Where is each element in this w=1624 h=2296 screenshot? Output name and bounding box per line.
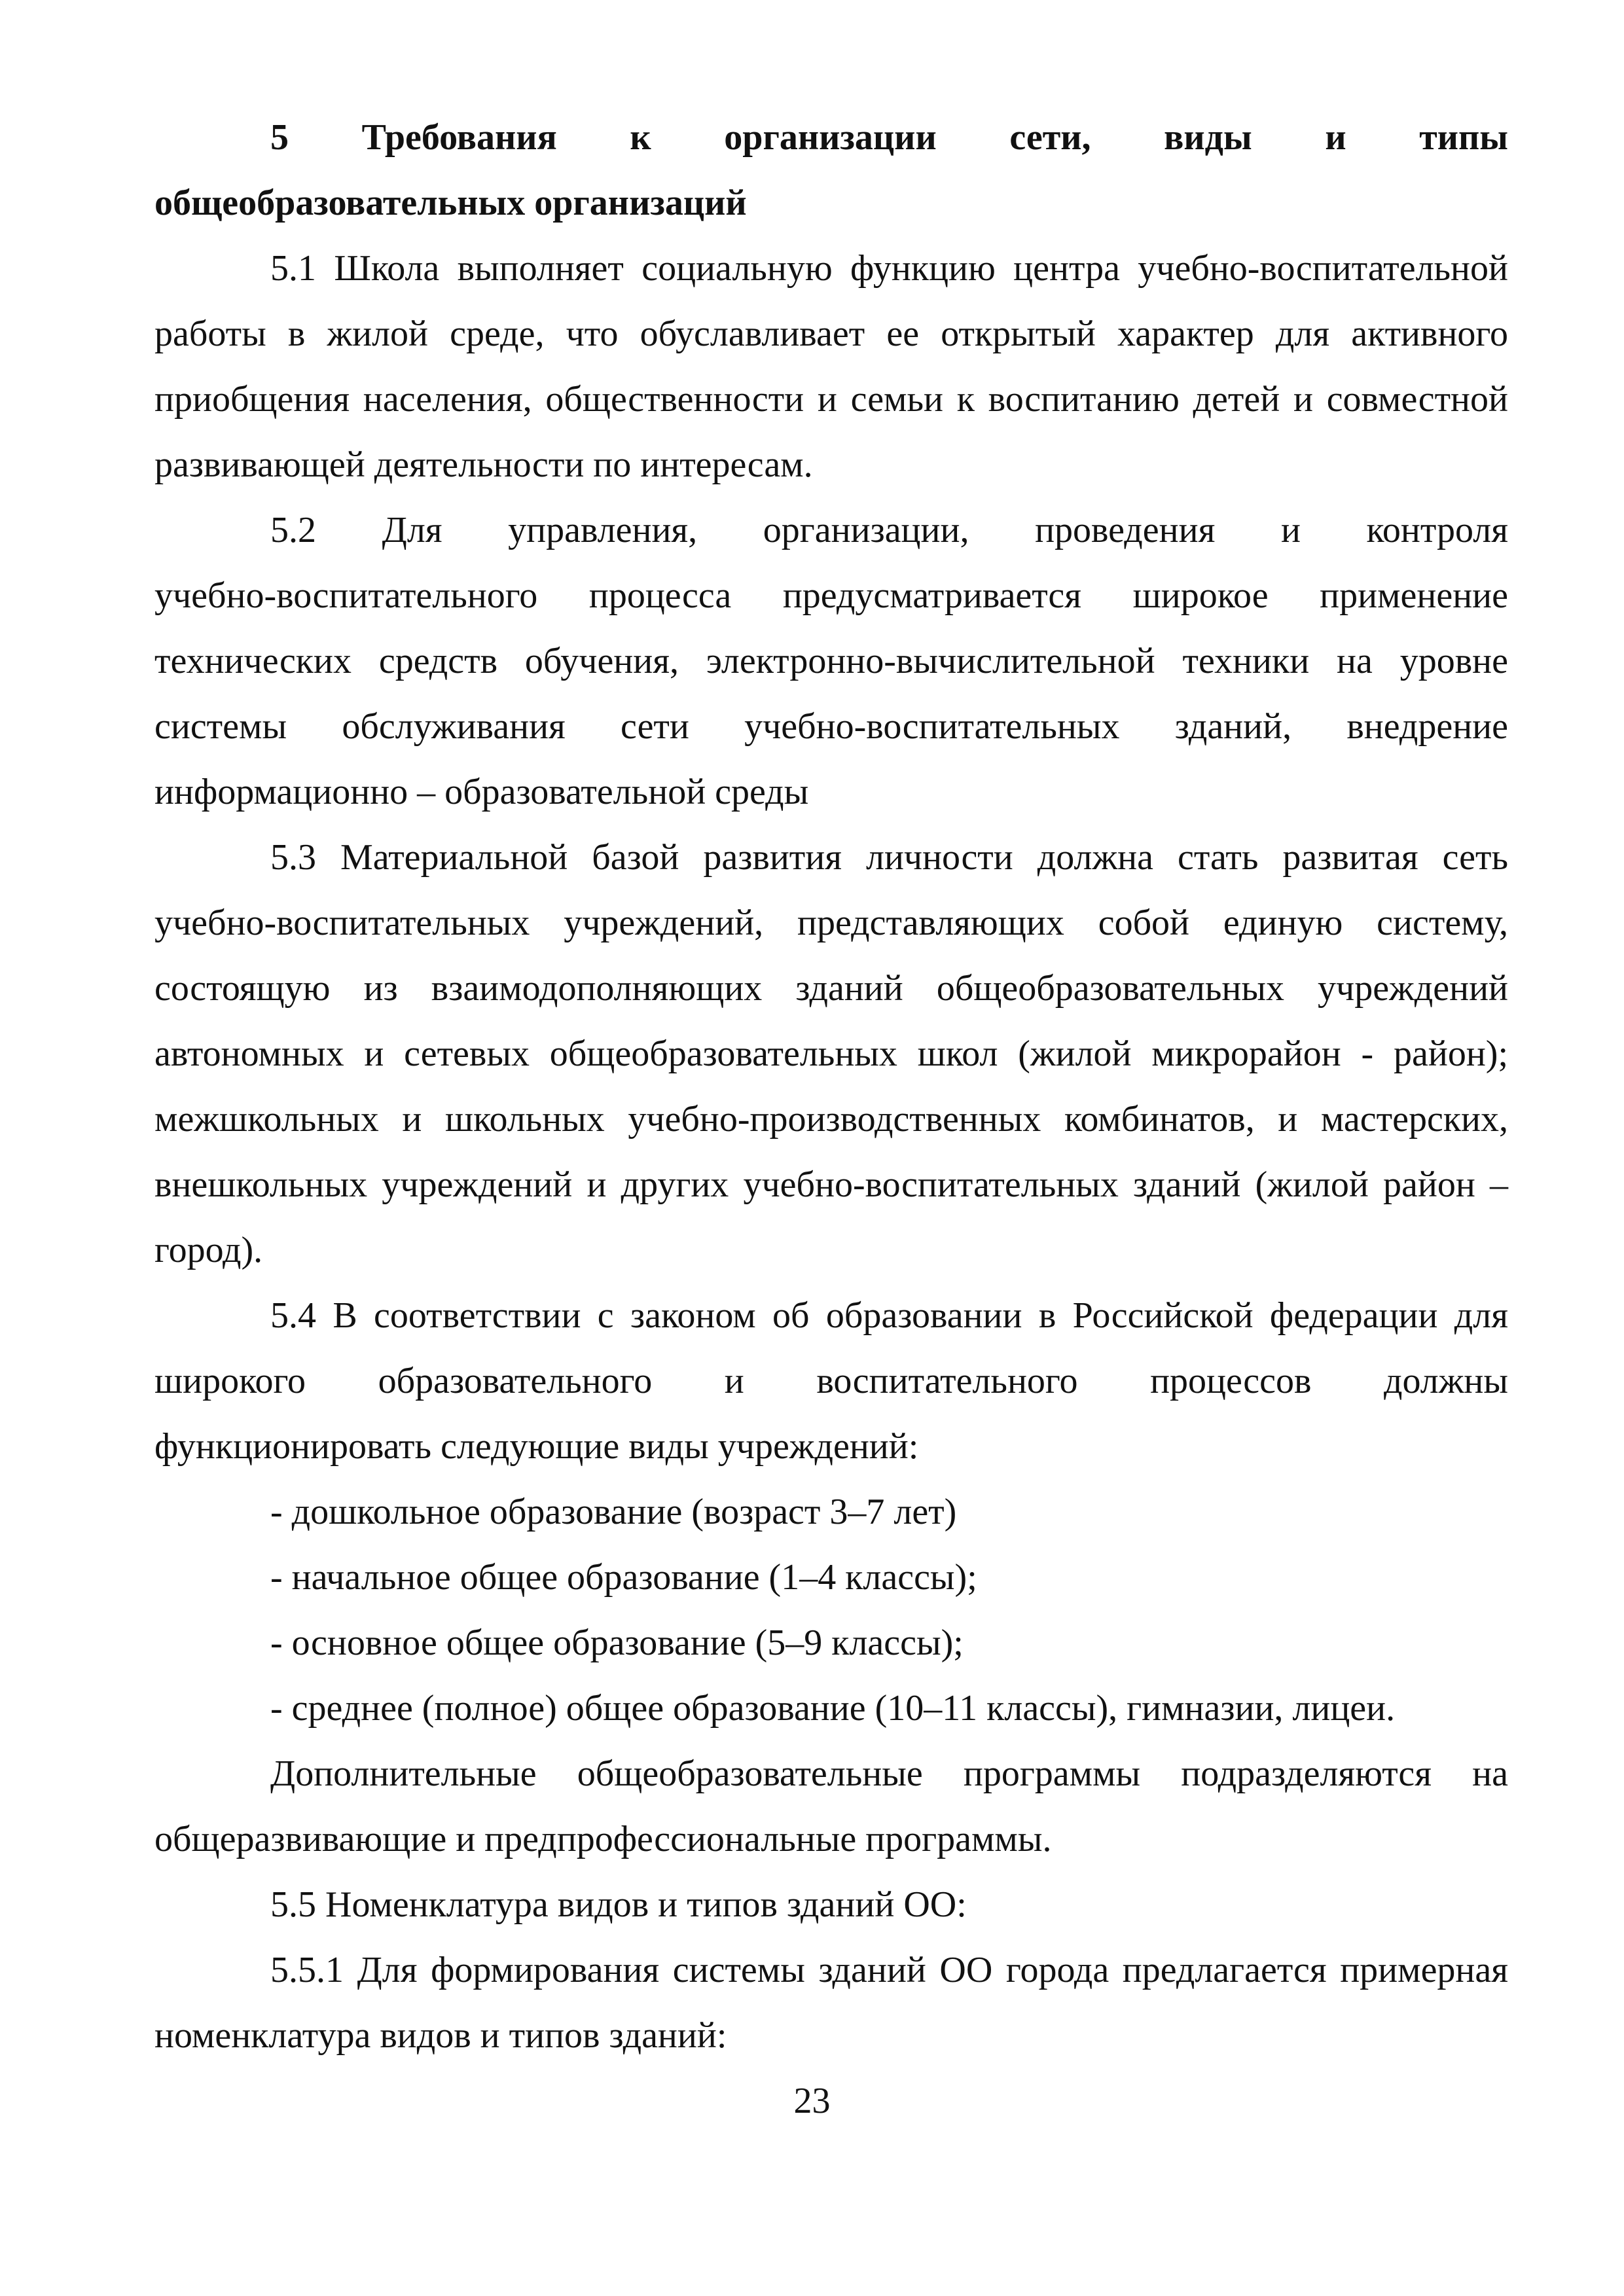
list-item: - основное общее образование (5–9 классы); — [270, 1623, 964, 1663]
paragraph-line: номенклатура видов и типов зданий: — [154, 2015, 727, 2056]
paragraph-line: 5.3 Материальной базой развития личности должна стать развитая сеть — [270, 837, 1508, 878]
paragraph-5-3 — [154, 825, 1508, 1283]
paragraph-line: 5.4 В соответствии с законом об образовании в Российской федерации для — [270, 1295, 1508, 1336]
heading-line: 5 Требования к организации сети, виды и типы — [270, 117, 1508, 158]
paragraph-line: межшкольных и школьных учебно-производственных комбинатов, и мастерских, — [154, 1099, 1508, 1139]
paragraph-line: работы в жилой среде, что обуславливает ее открытый характер для активного — [154, 314, 1508, 354]
document-page — [154, 105, 1508, 2068]
paragraph-line: функционировать следующие виды учреждений: — [154, 1426, 919, 1467]
paragraph-5-5-1 — [154, 1937, 1508, 2068]
education-levels-list — [154, 1479, 1508, 1741]
paragraph-line: учебно-воспитательного процесса предусматривается широкое применение — [154, 575, 1508, 616]
paragraph-line: состоящую из взаимодополняющих зданий общеобразовательных учреждений — [154, 968, 1508, 1009]
paragraph-line: технических средств обучения, электронно-вычислительной техники на уровне — [154, 641, 1508, 681]
list-item: - дошкольное образование (возраст 3–7 лет) — [270, 1492, 957, 1532]
paragraph-5-5 — [154, 1872, 1508, 1937]
paragraph-line: развивающей деятельности по интересам. — [154, 444, 813, 485]
page-number: 23 — [793, 2081, 831, 2121]
list-item: - начальное общее образование (1–4 классы); — [270, 1557, 977, 1598]
paragraph-line: внешкольных учреждений и других учебно-воспитательных зданий (жилой район – — [154, 1164, 1508, 1205]
paragraph-line: автономных и сетевых общеобразовательных школ (жилой микрорайон - район); — [154, 1033, 1508, 1074]
paragraph-line: приобщения населения, общественности и семьи к воспитанию детей и совместной — [154, 379, 1508, 420]
paragraph-additional-programs — [154, 1741, 1508, 1872]
paragraph-line: системы обслуживания сети учебно-воспитательных зданий, внедрение — [154, 706, 1508, 747]
paragraph-5-2 — [154, 497, 1508, 825]
paragraph-line: 5.5 Номенклатура видов и типов зданий ОО: — [270, 1884, 967, 1925]
heading-line: общеобразовательных организаций — [154, 183, 747, 223]
paragraph-line: учебно-воспитательных учреждений, представляющих собой единую систему, — [154, 903, 1508, 943]
paragraph-line: 5.5.1 Для формирования системы зданий ОО города предлагается примерная — [270, 1950, 1508, 1990]
paragraph-line: город). — [154, 1230, 263, 1270]
list-item: - среднее (полное) общее образование (10–11 классы), гимназии, лицеи. — [270, 1688, 1396, 1729]
paragraph-line: Дополнительные общеобразовательные программы подразделяются на — [270, 1753, 1508, 1794]
paragraph-line: 5.1 Школа выполняет социальную функцию центра учебно-воспитательной — [270, 248, 1508, 289]
paragraph-line: широкого образовательного и воспитательного процессов должны — [154, 1361, 1508, 1401]
section-heading — [154, 105, 1508, 236]
paragraph-line: информационно – образовательной среды — [154, 772, 809, 812]
paragraph-5-4 — [154, 1283, 1508, 1479]
paragraph-5-1 — [154, 236, 1508, 497]
paragraph-line: общеразвивающие и предпрофессиональные программы. — [154, 1819, 1052, 1859]
paragraph-line: 5.2 Для управления, организации, проведения и контроля — [270, 510, 1508, 550]
